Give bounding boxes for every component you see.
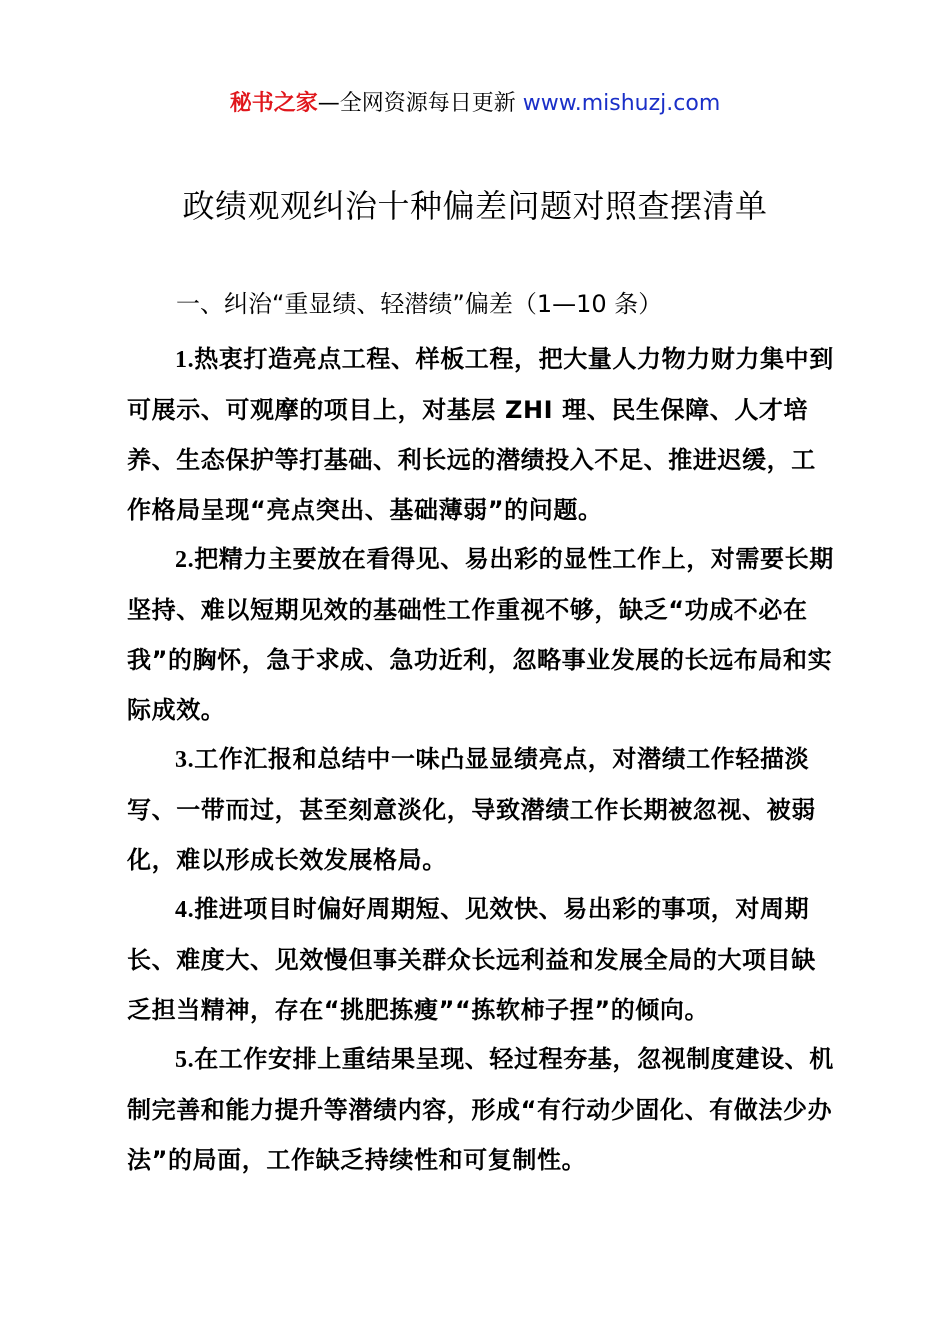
list-item [127, 884, 839, 1035]
list-item [127, 734, 839, 885]
brand-name: 秘书之家 [229, 91, 318, 116]
item-text: 工作汇报和总结中一味凸显显绩亮点，对潜绩工作轻描淡写、一带而过，甚至刻意淡化，导致潜绩工作长期被忽视、被弱化，难以形成长效发展格局。 [127, 745, 816, 874]
list-item [127, 1034, 839, 1185]
document-title: 政绩观观纠治十种偏差问题对照查摆清单 [182, 187, 768, 225]
item-text: 热衷打造亮点工程、样板工程，把大量人力物力财力集中到可展示、可观摩的项目上，对基层 ZHI 理、民生保障、人才培养、生态保护等打基础、利长远的潜绩投入不足、推进迟缓，工作格局呈现“亮点突出、基础薄弱”的问题。 [127, 345, 834, 524]
header-tagline: —全网资源每日更新 [317, 91, 516, 116]
site-url-link[interactable]: www.mishuzj.com [522, 91, 721, 116]
section-heading: 一、纠治“重显绩、轻潜绩”偏差（1—10 条） [176, 290, 663, 318]
item-number: 5. [175, 1047, 195, 1073]
item-number: 1. [175, 347, 195, 373]
item-text: 在工作安排上重结果呈现、轻过程夯基，忽视制度建设、机制完善和能力提升等潜绩内容，形成“有行动少固化、有做法少办法”的局面，工作缺乏持续性和可复制性。 [127, 1045, 834, 1174]
item-text: 把精力主要放在看得见、易出彩的显性工作上，对需要长期坚持、难以短期见效的基础性工作重视不够，缺乏“功成不必在我”的胸怀，急于求成、急功近利，忽略事业发展的长远布局和实际成效。 [127, 545, 834, 724]
item-number: 3. [175, 747, 195, 773]
item-number: 2. [175, 547, 195, 573]
list-item [127, 334, 839, 535]
item-number: 4. [175, 897, 195, 923]
site-header [0, 88, 950, 120]
item-text: 推进项目时偏好周期短、见效快、易出彩的事项，对周期长、难度大、见效慢但事关群众长远利益和发展全局的大项目缺乏担当精神，存在“挑肥拣瘦”“拣软柿子捏”的倾向。 [127, 895, 816, 1024]
list-item [127, 534, 839, 735]
